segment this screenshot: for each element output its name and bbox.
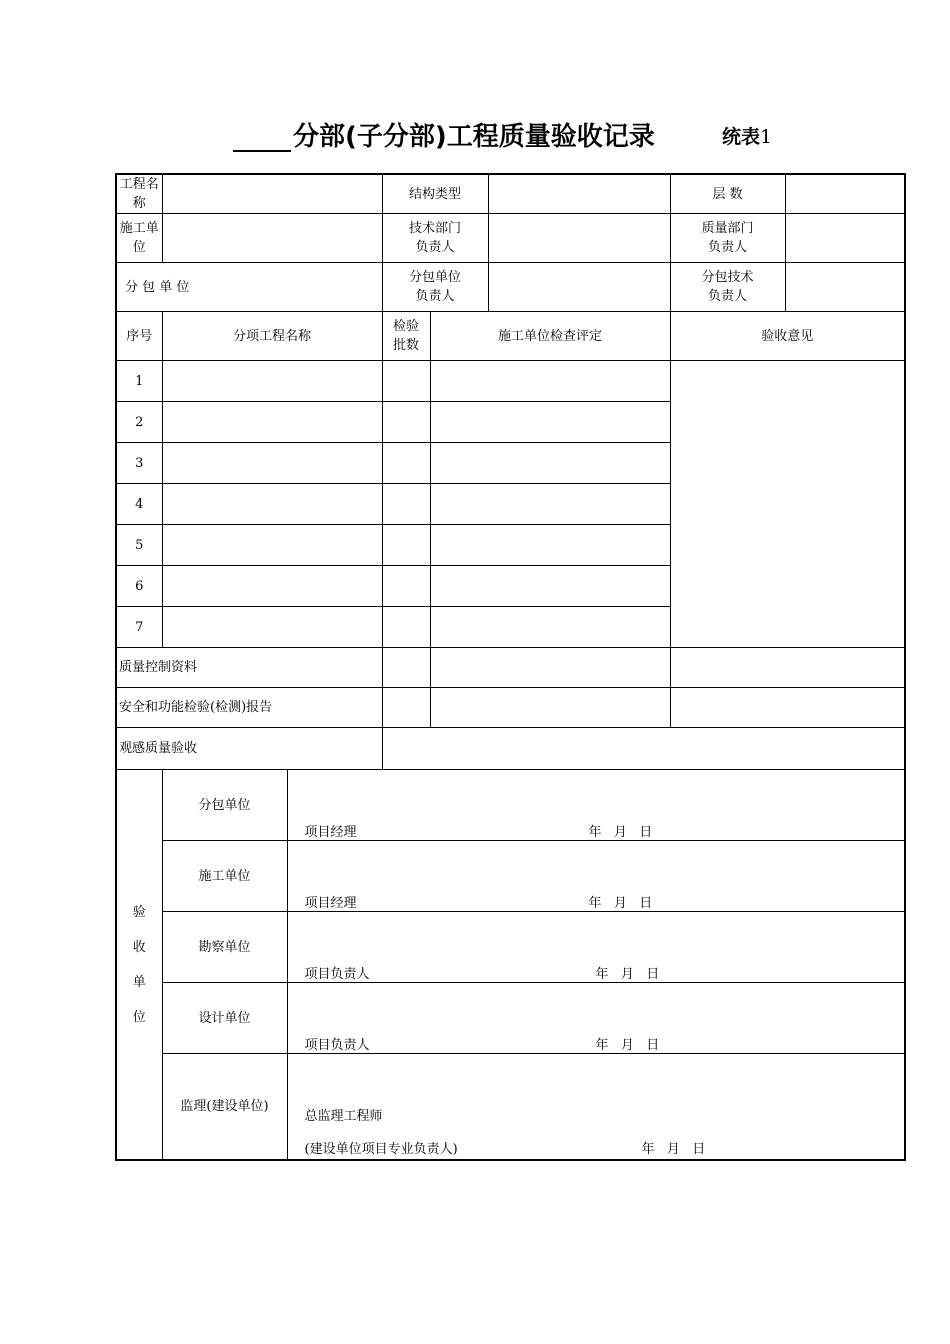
col-self-check: 施工单位检查评定: [430, 312, 670, 361]
quality-docs-check[interactable]: [430, 648, 670, 688]
signer-label: 项目负责人: [304, 1038, 370, 1053]
quality-docs-opinion[interactable]: [670, 648, 905, 688]
batch-cell[interactable]: [382, 361, 430, 402]
unit-name-design: 设计单位: [162, 983, 287, 1054]
self-check-cell[interactable]: [430, 443, 670, 484]
unit-sign-supervision[interactable]: [287, 1054, 905, 1161]
row-seq: 4: [116, 484, 162, 525]
self-check-cell[interactable]: [430, 566, 670, 607]
subcontract-unit-label: 分 包 单 位: [116, 263, 382, 312]
item-name-cell[interactable]: [162, 607, 382, 648]
col-item-name: 分项工程名称: [162, 312, 382, 361]
project-name-label: 工程名称: [116, 174, 162, 214]
quality-docs-label: 质量控制资料: [116, 648, 382, 688]
item-name-cell[interactable]: [162, 361, 382, 402]
tech-dept-label: 技术部门 负责人: [382, 214, 488, 263]
structure-type-field[interactable]: [488, 174, 670, 214]
unit-name-construction: 施工单位: [162, 841, 287, 912]
batch-cell[interactable]: [382, 607, 430, 648]
acceptance-group-label: 验 收 单 位: [116, 770, 162, 1161]
item-name-cell[interactable]: [162, 402, 382, 443]
item-name-cell[interactable]: [162, 443, 382, 484]
row-seq: 2: [116, 402, 162, 443]
structure-type-label: 结构类型: [382, 174, 488, 214]
appearance-label: 观感质量验收: [116, 728, 382, 770]
signer-label: 项目经理: [304, 825, 357, 840]
unit-name-supervision: 监理(建设单位): [162, 1054, 287, 1161]
quality-docs-batch[interactable]: [382, 648, 430, 688]
date-label: 年 月 日: [595, 1038, 660, 1053]
sub-unit-head-field[interactable]: [488, 263, 670, 312]
date-label: 年 月 日: [588, 825, 653, 840]
opinion-cell[interactable]: [670, 361, 905, 648]
col-opinion: 验收意见: [670, 312, 905, 361]
batch-cell[interactable]: [382, 402, 430, 443]
title-main: 分部(子分部)工程质量验收记录: [293, 122, 655, 152]
floors-field[interactable]: [785, 174, 905, 214]
col-batch: 检验 批数: [382, 312, 430, 361]
safety-reports-batch[interactable]: [382, 688, 430, 728]
tech-dept-field[interactable]: [488, 214, 670, 263]
row-seq: 7: [116, 607, 162, 648]
row-seq: 5: [116, 525, 162, 566]
project-name-field[interactable]: [162, 174, 382, 214]
sub-unit-head-label: 分包单位 负责人: [382, 263, 488, 312]
self-check-cell[interactable]: [430, 402, 670, 443]
page-title: [0, 112, 950, 152]
acceptance-form: [115, 173, 906, 1161]
safety-reports-label: 安全和功能检验(检测)报告: [116, 688, 382, 728]
batch-cell[interactable]: [382, 566, 430, 607]
unit-sign-survey[interactable]: [287, 912, 905, 983]
quality-dept-label: 质量部门 负责人: [670, 214, 785, 263]
appearance-field[interactable]: [382, 728, 905, 770]
col-seq: 序号: [116, 312, 162, 361]
date-label: 年 月 日: [588, 896, 653, 911]
sub-tech-field[interactable]: [785, 263, 905, 312]
date-label: 年 月 日: [641, 1142, 706, 1157]
signer-label: 总监理工程师: [304, 1109, 383, 1124]
safety-reports-opinion[interactable]: [670, 688, 905, 728]
signer-label: 项目负责人: [304, 967, 370, 982]
signer-label-alt: (建设单位项目专业负责人): [304, 1142, 458, 1157]
row-seq: 3: [116, 443, 162, 484]
item-name-cell[interactable]: [162, 484, 382, 525]
date-label: 年 月 日: [595, 967, 660, 982]
signer-label: 项目经理: [304, 896, 357, 911]
row-seq: 1: [116, 361, 162, 402]
unit-name-survey: 勘察单位: [162, 912, 287, 983]
self-check-cell[interactable]: [430, 361, 670, 402]
self-check-cell[interactable]: [430, 484, 670, 525]
batch-cell[interactable]: [382, 484, 430, 525]
self-check-cell[interactable]: [430, 525, 670, 566]
row-seq: 6: [116, 566, 162, 607]
self-check-cell[interactable]: [430, 607, 670, 648]
title-blank-line[interactable]: [233, 124, 291, 152]
title-sub: 统表1: [722, 126, 773, 148]
safety-reports-check[interactable]: [430, 688, 670, 728]
unit-sign-design[interactable]: [287, 983, 905, 1054]
construction-unit-label: 施工单位: [116, 214, 162, 263]
batch-cell[interactable]: [382, 443, 430, 484]
unit-sign-subcontract[interactable]: [287, 770, 905, 841]
construction-unit-field[interactable]: [162, 214, 382, 263]
unit-name-subcontract: 分包单位: [162, 770, 287, 841]
floors-label: 层 数: [670, 174, 785, 214]
sub-tech-label: 分包技术 负责人: [670, 263, 785, 312]
item-name-cell[interactable]: [162, 566, 382, 607]
item-name-cell[interactable]: [162, 525, 382, 566]
batch-cell[interactable]: [382, 525, 430, 566]
unit-sign-construction[interactable]: [287, 841, 905, 912]
quality-dept-field[interactable]: [785, 214, 905, 263]
